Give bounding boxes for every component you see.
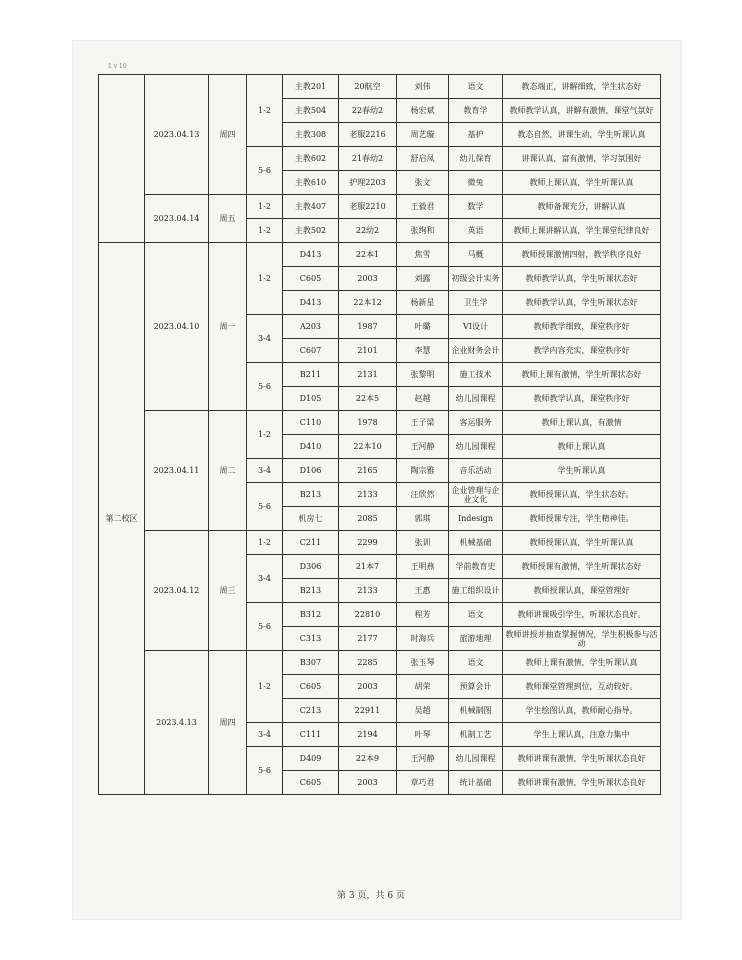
course-cell: 基护 [449, 123, 503, 147]
teacher-cell: 王明燕 [397, 555, 449, 579]
room-cell: 主教201 [283, 75, 339, 99]
evaluation-cell: 教师教学认真，学生听课状态好 [503, 291, 661, 315]
course-cell: 预算会计 [449, 675, 503, 699]
evaluation-cell: 学生上课认真，注意力集中 [503, 723, 661, 747]
table-row [99, 651, 661, 675]
evaluation-cell: 教师授课激情四射，教学秩序良好 [503, 243, 661, 267]
class-cell: 22本12 [339, 291, 397, 315]
evaluation-cell: 教态自然，讲课生动，学生听课认真 [503, 123, 661, 147]
date-cell: 2023.04.12 [145, 531, 209, 651]
evaluation-cell: 教师授课认真，学生状态好。 [503, 483, 661, 507]
table-row [99, 411, 661, 435]
evaluation-cell: 教师讲授并抽查掌握情况，学生积极参与活动 [503, 627, 661, 651]
teacher-cell: 郭琪 [397, 507, 449, 531]
period-cell: 5-6 [247, 747, 283, 795]
course-cell: VI设计 [449, 315, 503, 339]
course-cell: 数学 [449, 195, 503, 219]
teacher-cell: 汪欣然 [397, 483, 449, 507]
evaluation-cell: 教师教学细致，课堂秩序好 [503, 315, 661, 339]
class-cell: 22幼2 [339, 219, 397, 243]
corner-mark: 1 v 10 [108, 63, 127, 70]
room-cell: D306 [283, 555, 339, 579]
room-cell: 主教602 [283, 147, 339, 171]
class-cell: 2085 [339, 507, 397, 531]
evaluation-cell: 教师讲课有激情，学生听课状态良好 [503, 747, 661, 771]
evaluation-cell: 教师教学认真，讲解有激情，课堂气氛好 [503, 99, 661, 123]
evaluation-cell: 教态端正，讲解细致，学生状态好 [503, 75, 661, 99]
date-cell: 2023.4.13 [145, 651, 209, 795]
course-cell: 机械制图 [449, 699, 503, 723]
evaluation-cell: 教学内容充实，课堂秩序好 [503, 339, 661, 363]
weekday-cell: 周一 [209, 243, 247, 411]
teacher-cell: 胡荣 [397, 675, 449, 699]
class-cell: 2131 [339, 363, 397, 387]
teacher-cell: 李慧 [397, 339, 449, 363]
course-cell: 马概 [449, 243, 503, 267]
class-cell: 22本5 [339, 387, 397, 411]
period-cell: 3-4 [247, 459, 283, 483]
class-cell: 护理2203 [339, 171, 397, 195]
course-cell: 幼儿园课程 [449, 387, 503, 411]
room-cell: D409 [283, 747, 339, 771]
teacher-cell: 王子梁 [397, 411, 449, 435]
class-cell: 2177 [339, 627, 397, 651]
period-cell: 3-4 [247, 315, 283, 363]
course-cell: 语文 [449, 651, 503, 675]
weekday-cell: 周五 [209, 195, 247, 243]
table-row [99, 195, 661, 219]
room-cell: D106 [283, 459, 339, 483]
teacher-cell: 张黎明 [397, 363, 449, 387]
evaluation-cell: 学生绘图认真，教师耐心指导。 [503, 699, 661, 723]
class-cell: 2299 [339, 531, 397, 555]
period-cell: 5-6 [247, 483, 283, 531]
teacher-cell: 吴超 [397, 699, 449, 723]
room-cell: B213 [283, 483, 339, 507]
class-cell: 21本7 [339, 555, 397, 579]
evaluation-cell: 教师上课认真 [503, 435, 661, 459]
table-row [99, 531, 661, 555]
teacher-cell: 杨新星 [397, 291, 449, 315]
room-cell: D413 [283, 243, 339, 267]
course-cell: 英语 [449, 219, 503, 243]
course-cell: 微兔 [449, 171, 503, 195]
teacher-cell: 张文 [397, 171, 449, 195]
course-cell: 统计基础 [449, 771, 503, 795]
class-cell: 22911 [339, 699, 397, 723]
class-cell: 老服2216 [339, 123, 397, 147]
course-cell: 音乐活动 [449, 459, 503, 483]
period-cell: 1-2 [247, 75, 283, 147]
teacher-cell: 叶琴 [397, 723, 449, 747]
room-cell: C605 [283, 675, 339, 699]
room-cell: D410 [283, 435, 339, 459]
room-cell: C110 [283, 411, 339, 435]
teacher-cell: 王惠 [397, 579, 449, 603]
course-cell: Indesign [449, 507, 503, 531]
teacher-cell: 焦雪 [397, 243, 449, 267]
room-cell: B307 [283, 651, 339, 675]
course-cell: 语文 [449, 75, 503, 99]
room-cell: C211 [283, 531, 339, 555]
evaluation-cell: 教师授课认真，学生听课认真 [503, 531, 661, 555]
room-cell: C607 [283, 339, 339, 363]
teacher-cell: 陶宗雅 [397, 459, 449, 483]
campus-cell [99, 75, 145, 243]
teacher-cell: 王河静 [397, 747, 449, 771]
date-cell: 2023.04.11 [145, 411, 209, 531]
course-cell: 企业管理与企业文化 [449, 483, 503, 507]
teacher-cell: 王毅君 [397, 195, 449, 219]
class-cell: 22本1 [339, 243, 397, 267]
teacher-cell: 时海兵 [397, 627, 449, 651]
teacher-cell: 章巧君 [397, 771, 449, 795]
period-cell: 5-6 [247, 603, 283, 651]
teacher-cell: 杨宏斌 [397, 99, 449, 123]
class-cell: 2101 [339, 339, 397, 363]
evaluation-cell: 教师上课认真，学生听课认真 [503, 171, 661, 195]
evaluation-cell: 教师讲课有激情，学生听课状态良好 [503, 771, 661, 795]
period-cell: 1-2 [247, 243, 283, 315]
room-cell: C213 [283, 699, 339, 723]
course-cell: 幼儿保育 [449, 147, 503, 171]
class-cell: 21春幼2 [339, 147, 397, 171]
campus-cell: 第二校区 [99, 243, 145, 795]
class-cell: 22春幼2 [339, 99, 397, 123]
teacher-cell: 刘伟 [397, 75, 449, 99]
class-cell: 2003 [339, 267, 397, 291]
course-cell: 施工组织设计 [449, 579, 503, 603]
room-cell: 主教502 [283, 219, 339, 243]
room-cell: 机房七 [283, 507, 339, 531]
class-cell: 22本10 [339, 435, 397, 459]
class-cell: 2133 [339, 483, 397, 507]
period-cell: 3-4 [247, 723, 283, 747]
room-cell: C111 [283, 723, 339, 747]
room-cell: A203 [283, 315, 339, 339]
period-cell: 1-2 [247, 195, 283, 219]
period-cell: 1-2 [247, 219, 283, 243]
class-cell: 1987 [339, 315, 397, 339]
course-cell: 幼儿园课程 [449, 435, 503, 459]
table-row [99, 243, 661, 267]
class-cell: 2285 [339, 651, 397, 675]
teacher-cell: 程芳 [397, 603, 449, 627]
room-cell: B312 [283, 603, 339, 627]
class-cell: 20航空 [339, 75, 397, 99]
period-cell: 5-6 [247, 147, 283, 195]
date-cell: 2023.04.14 [145, 195, 209, 243]
course-cell: 施工技术 [449, 363, 503, 387]
room-cell: D105 [283, 387, 339, 411]
room-cell: 主教610 [283, 171, 339, 195]
teacher-cell: 王河静 [397, 435, 449, 459]
evaluation-cell: 学生听课认真 [503, 459, 661, 483]
teacher-cell: 张绚和 [397, 219, 449, 243]
course-cell: 卫生学 [449, 291, 503, 315]
evaluation-cell: 教师授课认真，课堂管理好 [503, 579, 661, 603]
evaluation-cell: 教师上课讲解认真，学生课堂纪律良好 [503, 219, 661, 243]
class-cell: 22本9 [339, 747, 397, 771]
class-cell: 2003 [339, 675, 397, 699]
evaluation-cell: 教师授课有激情，学生听课状态好 [503, 555, 661, 579]
period-cell: 1-2 [247, 651, 283, 723]
evaluation-cell: 教师上课有激情，学生听课认真 [503, 651, 661, 675]
teacher-cell: 赵越 [397, 387, 449, 411]
inspection-schedule-table [98, 74, 661, 795]
class-cell: 2133 [339, 579, 397, 603]
teacher-cell: 张训 [397, 531, 449, 555]
class-cell: 1978 [339, 411, 397, 435]
room-cell: B213 [283, 579, 339, 603]
evaluation-cell: 教师教学认真，学生听课状态好 [503, 267, 661, 291]
course-cell: 初级会计实务 [449, 267, 503, 291]
course-cell: 旅游地理 [449, 627, 503, 651]
room-cell: C605 [283, 771, 339, 795]
evaluation-cell: 讲课认真，富有激情，学习氛围好 [503, 147, 661, 171]
room-cell: C313 [283, 627, 339, 651]
class-cell: 老服2210 [339, 195, 397, 219]
course-cell: 机制工艺 [449, 723, 503, 747]
course-cell: 企业财务会计 [449, 339, 503, 363]
course-cell: 机械基础 [449, 531, 503, 555]
evaluation-cell: 教师上课认真，有激情 [503, 411, 661, 435]
teacher-cell: 周艺璇 [397, 123, 449, 147]
room-cell: 主教308 [283, 123, 339, 147]
teacher-cell: 叶璐 [397, 315, 449, 339]
class-cell: 2165 [339, 459, 397, 483]
table-row [99, 75, 661, 99]
room-cell: D413 [283, 291, 339, 315]
weekday-cell: 周四 [209, 651, 247, 795]
course-cell: 客运服务 [449, 411, 503, 435]
weekday-cell: 周三 [209, 531, 247, 651]
date-cell: 2023.04.13 [145, 75, 209, 195]
weekday-cell: 周二 [209, 411, 247, 531]
date-cell: 2023.04.10 [145, 243, 209, 411]
period-cell: 5-6 [247, 363, 283, 411]
teacher-cell: 刘露 [397, 267, 449, 291]
period-cell: 1-2 [247, 531, 283, 555]
room-cell: C605 [283, 267, 339, 291]
course-cell: 语文 [449, 603, 503, 627]
evaluation-cell: 教师上课有激情，学生听课状态好 [503, 363, 661, 387]
evaluation-cell: 教师授课专注，学生精神佳。 [503, 507, 661, 531]
teacher-cell: 张玉琴 [397, 651, 449, 675]
period-cell: 1-2 [247, 411, 283, 459]
course-cell: 幼儿园课程 [449, 747, 503, 771]
class-cell: 2194 [339, 723, 397, 747]
period-cell: 3-4 [247, 555, 283, 603]
class-cell: 2003 [339, 771, 397, 795]
room-cell: 主教504 [283, 99, 339, 123]
evaluation-cell: 教师课堂管理到位，互动较好。 [503, 675, 661, 699]
room-cell: B211 [283, 363, 339, 387]
teacher-cell: 舒启凤 [397, 147, 449, 171]
evaluation-cell: 教师教学认真，课堂秩序好 [503, 387, 661, 411]
class-cell: 22810 [339, 603, 397, 627]
room-cell: 主教407 [283, 195, 339, 219]
page-number: 第 3 页，共 6 页 [337, 891, 405, 901]
course-cell: 教育学 [449, 99, 503, 123]
evaluation-cell: 教师备课充分，讲解认真 [503, 195, 661, 219]
course-cell: 学前教育史 [449, 555, 503, 579]
evaluation-cell: 教师讲课吸引学生，听课状态良好。 [503, 603, 661, 627]
weekday-cell: 周四 [209, 75, 247, 195]
